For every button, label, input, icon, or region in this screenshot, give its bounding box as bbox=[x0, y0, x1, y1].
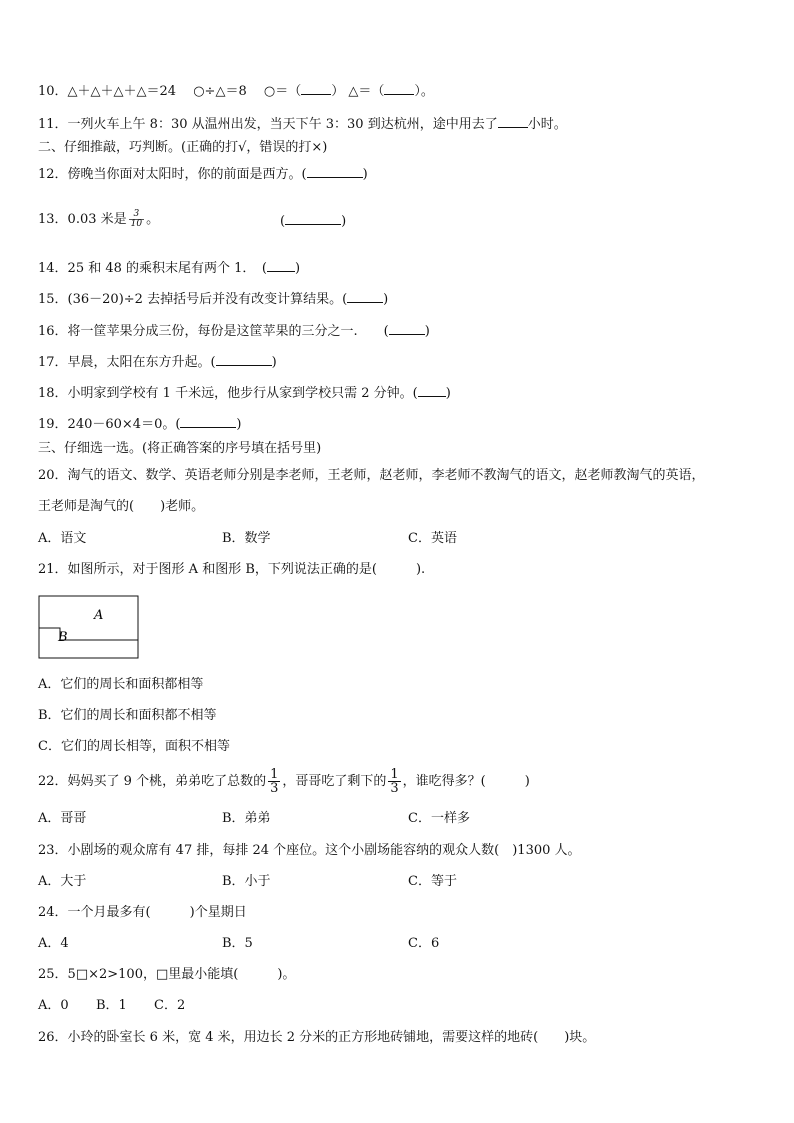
answer-blank[interactable] bbox=[418, 384, 446, 397]
answer-blank[interactable] bbox=[285, 212, 341, 225]
fraction-one-third: $\frac{1}{3}$ bbox=[270, 767, 279, 796]
option-b[interactable]: B．1 bbox=[96, 998, 127, 1013]
answer-blank-circle[interactable] bbox=[301, 82, 331, 95]
option-a[interactable]: A．4 bbox=[38, 936, 69, 951]
question-17: 17．早晨，太阳在东方升起。( ) bbox=[38, 355, 277, 370]
answer-blank-triangle[interactable] bbox=[384, 82, 414, 95]
answer-blank[interactable] bbox=[216, 353, 272, 366]
question-11: 11．一列火车上午 8：30 从温州出发，当天下午 3：30 到达杭州，途中用去了 小时。 bbox=[38, 117, 567, 132]
fraction-one-third: $\frac{1}{3}$ bbox=[390, 767, 399, 796]
fraction: $\frac{3}{10}$ bbox=[130, 209, 143, 229]
figure-label-b: B bbox=[58, 630, 68, 645]
question-16: 16．将一筐苹果分成三份，每份是这筐苹果的三分之一. ( ) bbox=[38, 324, 430, 339]
figure-a-b-diagram bbox=[38, 595, 140, 661]
option-c[interactable]: C．等于 bbox=[408, 874, 457, 889]
answer-blank[interactable] bbox=[180, 415, 236, 428]
option-b[interactable]: B．小于 bbox=[222, 874, 271, 889]
question-26: 26．小玲的卧室长 6 米，宽 4 米，用边长 2 分米的正方形地砖铺地，需要这样的地砖( )块。 bbox=[38, 1030, 596, 1045]
question-18: 18．小明家到学校有 1 千米远，他步行从家到学校只需 2 分钟。( ) bbox=[38, 386, 451, 401]
question-20-line-1: 20．淘气的语文、数学、英语老师分别是李老师，王老师，赵老师，李老师不教淘气的语文，赵老师教淘气的英语， bbox=[38, 468, 705, 483]
question-22: 22．妈妈买了 9 个桃，弟弟吃了总数的 $\frac{1}{3}$ ，哥哥吃了剩下的 $\frac{1}{3}$ ，谁吃得多？( ) bbox=[38, 767, 530, 796]
figure-outer-rect bbox=[39, 596, 138, 658]
question-19: 19．240－60×4＝0。( ) bbox=[38, 417, 242, 432]
answer-blank[interactable] bbox=[267, 259, 295, 272]
question-23: 23．小剧场的观众席有 47 排，每排 24 个座位。这个小剧场能容纳的观众人数( )1300 人。 bbox=[38, 843, 581, 858]
answer-blank[interactable] bbox=[307, 165, 363, 178]
option-a[interactable]: A．哥哥 bbox=[38, 811, 87, 826]
question-12: 12．傍晚当你面对太阳时，你的前面是西方。( ) bbox=[38, 167, 368, 182]
option-c[interactable]: C．6 bbox=[408, 936, 440, 951]
option-c[interactable]: C．一样多 bbox=[408, 811, 470, 826]
question-20-line-2: 王老师是淘气的( )老师。 bbox=[38, 499, 205, 514]
answer-blank[interactable] bbox=[347, 290, 383, 303]
question-13-answer: ( ) bbox=[280, 214, 347, 229]
answer-blank[interactable] bbox=[498, 115, 528, 128]
section-2-heading: 二、仔细推敲，巧判断。(正确的打√，错误的打×) bbox=[38, 140, 328, 155]
option-a[interactable]: A．它们的周长和面积都相等 bbox=[38, 677, 204, 692]
question-21: 21．如图所示，对于图形 A 和图形 B，下列说法正确的是( ). bbox=[38, 562, 426, 577]
option-c[interactable]: C．2 bbox=[154, 998, 186, 1013]
figure-label-a: A bbox=[94, 608, 104, 623]
option-b[interactable]: B．5 bbox=[222, 936, 253, 951]
option-b[interactable]: B．数学 bbox=[222, 531, 271, 546]
figure-divider-line bbox=[39, 628, 138, 640]
question-24: 24．一个月最多有( )个星期日 bbox=[38, 905, 247, 920]
option-a[interactable]: A．大于 bbox=[38, 874, 87, 889]
option-a[interactable]: A．语文 bbox=[38, 531, 87, 546]
answer-blank[interactable] bbox=[389, 322, 425, 335]
question-15: 15．(36－20)÷2 去掉括号后并没有改变计算结果。( ) bbox=[38, 292, 389, 307]
question-13: 13．0.03 米是 $\frac{3}{10}$ 。 bbox=[38, 209, 160, 229]
section-3-heading: 三、仔细选一选。(将正确答案的序号填在括号里) bbox=[38, 441, 322, 456]
question-25: 25．5□×2>100，□里最小能填( )。 bbox=[38, 967, 296, 982]
option-c[interactable]: C．英语 bbox=[408, 531, 457, 546]
question-10: 10．△＋△＋△＋△＝24 ○÷△＝8 ○＝（ ） △＝（ ）。 bbox=[38, 84, 434, 99]
question-14: 14．25 和 48 的乘积末尾有两个 1． ( ) bbox=[38, 261, 301, 276]
option-a[interactable]: A．0 bbox=[38, 998, 69, 1013]
option-c[interactable]: C．它们的周长相等，面积不相等 bbox=[38, 739, 230, 754]
option-b[interactable]: B．它们的周长和面积都不相等 bbox=[38, 708, 217, 723]
option-b[interactable]: B．弟弟 bbox=[222, 811, 271, 826]
